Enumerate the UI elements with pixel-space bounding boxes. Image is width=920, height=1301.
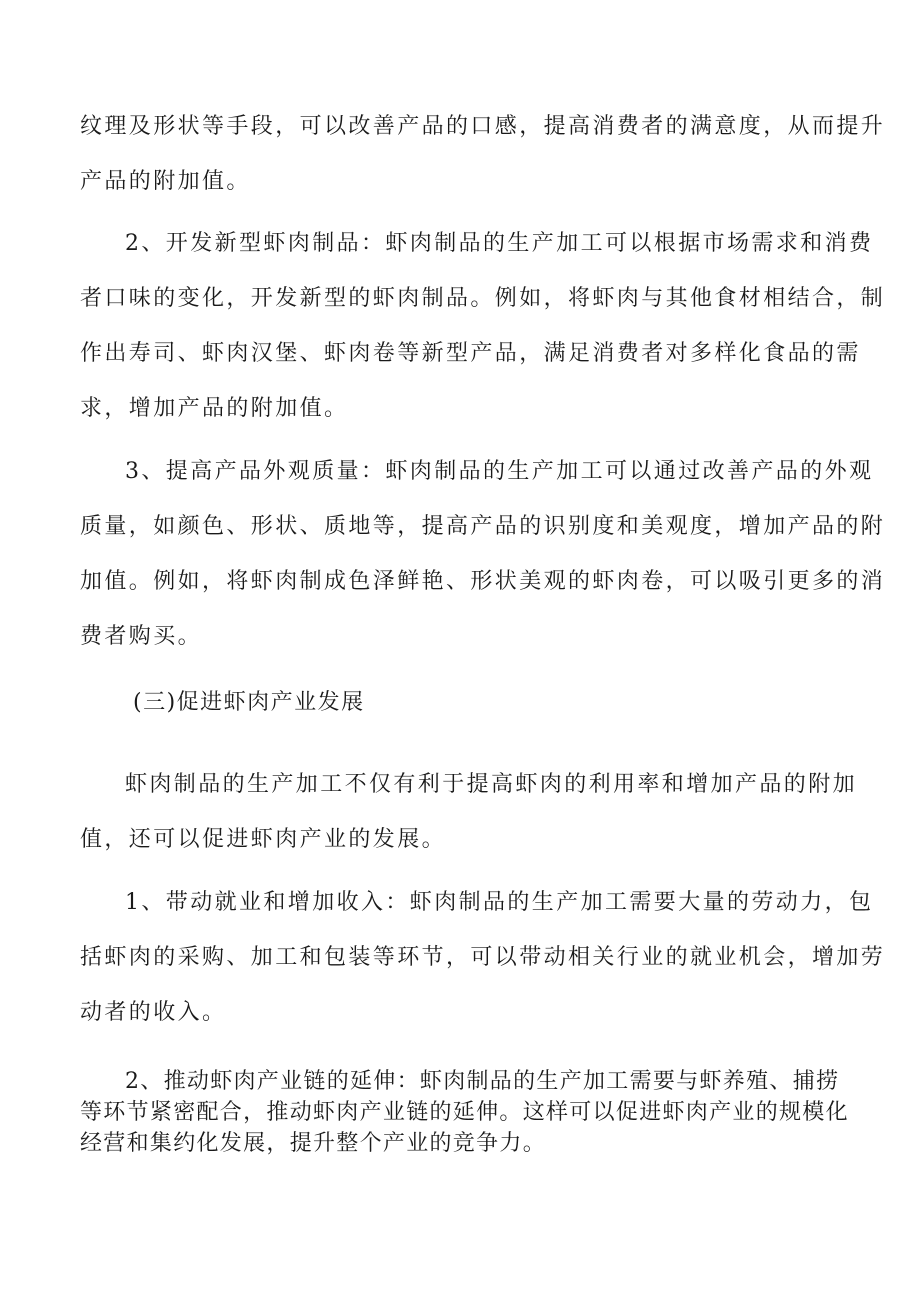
paragraph-line: 者口味的变化，开发新型的虾肉制品。例如，将虾肉与其他食材相结合，制 [80, 286, 886, 311]
paragraph-line: 经营和集约化发展，提升整个产业的竞争力。 [80, 1131, 547, 1156]
paragraph-line: 值，还可以促进虾肉产业的发展。 [80, 827, 447, 852]
paragraph-line: 作出寿司、虾肉汉堡、虾肉卷等新型产品，满足消费者对多样化食品的需 [80, 341, 861, 366]
paragraph-line: 2、推动虾肉产业链的延伸：虾肉制品的生产加工需要与虾养殖、捕捞 [125, 1069, 840, 1094]
paragraph-line: 纹理及形状等手段，可以改善产品的口感，提高消费者的满意度，从而提升 [80, 114, 886, 139]
paragraph-line: 质量，如颜色、形状、质地等，提高产品的识别度和美观度，增加产品的附 [80, 514, 886, 539]
paragraph-line: 动者的收入。 [80, 1000, 227, 1025]
paragraph-line: 费者购买。 [80, 624, 203, 649]
paragraph-line: 虾肉制品的生产加工不仅有利于提高虾肉的利用率和增加产品的附加 [125, 772, 858, 797]
paragraph-line: 3、提高产品外观质量：虾肉制品的生产加工可以通过改善产品的外观 [125, 459, 874, 484]
paragraph-line: 等环节紧密配合，推动虾肉产业链的延伸。这样可以促进虾肉产业的规模化 [80, 1100, 849, 1125]
paragraph-line: 括虾肉的采购、加工和包装等环节，可以带动相关行业的就业机会，增加劳 [80, 945, 886, 970]
section-heading: (三)促进虾肉产业发展 [133, 690, 365, 715]
paragraph-line: 1、带动就业和增加收入：虾肉制品的生产加工需要大量的劳动力，包 [125, 890, 874, 915]
paragraph-line: 产品的附加值。 [80, 169, 251, 194]
paragraph-line: 求，增加产品的附加值。 [80, 396, 349, 421]
paragraph-line: 加值。例如，将虾肉制成色泽鲜艳、形状美观的虾肉卷，可以吸引更多的消 [80, 569, 886, 594]
paragraph-line: 2、开发新型虾肉制品：虾肉制品的生产加工可以根据市场需求和消费 [125, 231, 874, 256]
